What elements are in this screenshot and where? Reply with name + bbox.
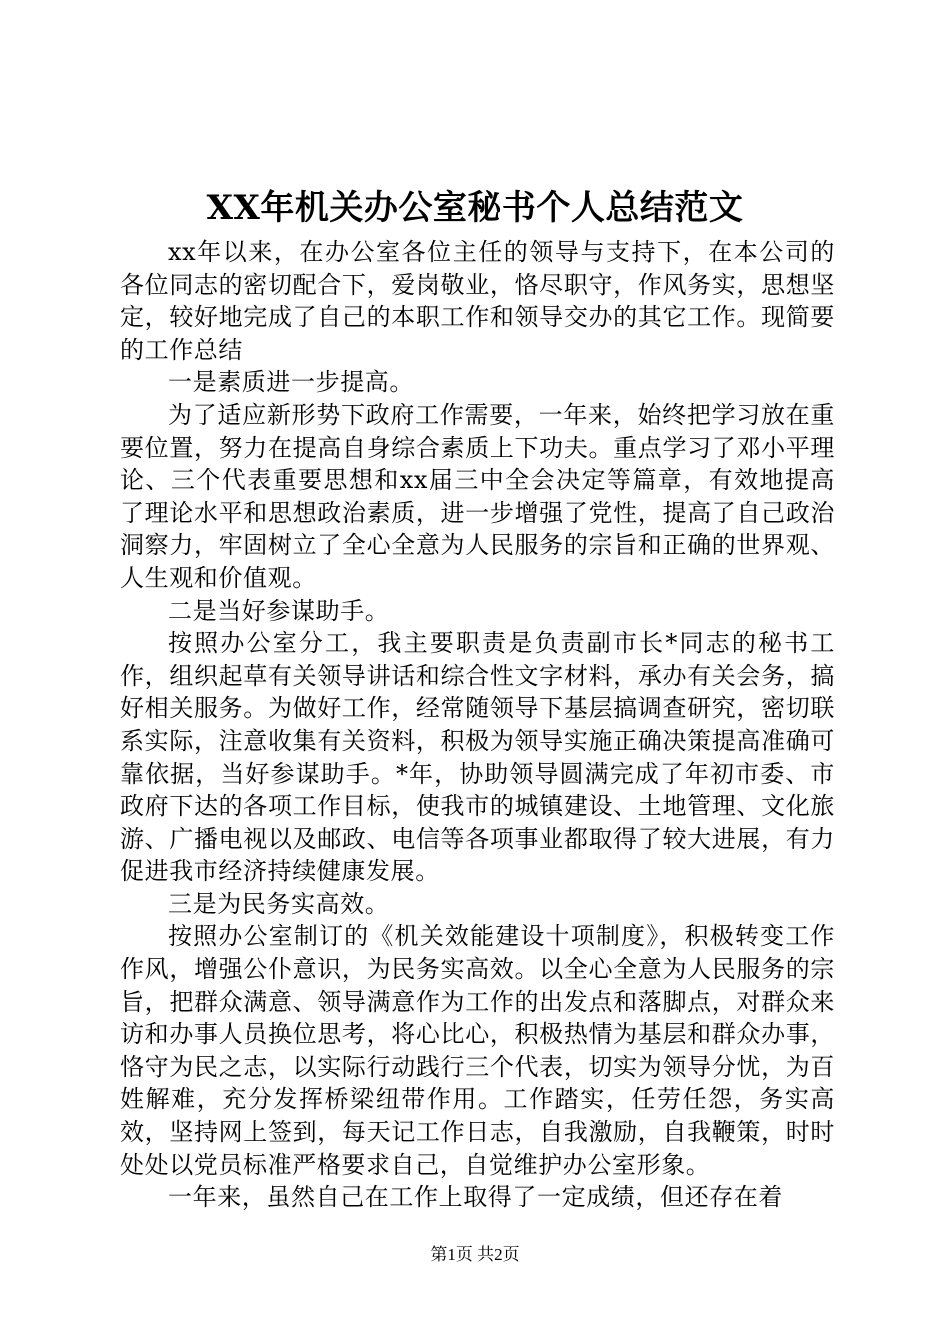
page-footer: 第1页 共2页 bbox=[430, 1245, 520, 1264]
paragraph-conclusion: 一年来，虽然自己在工作上取得了一定成绩，但还存在着 bbox=[168, 1183, 783, 1212]
paragraph-service: 按照办公室制订的《机关效能建设十项制度》，积极转变工作作风，增强公仆意识，为民务实高效。以全心全意为人民服务的宗旨，把群众满意、领导满意作为工作的出发点和落脚点，对群众来访和办事人员换位思考，将心比心，积极热情为基层和群众办事，恪守为民之志，以实际行动践行三个代表，切实为领导分忧，为百姓解难，充分发挥桥梁纽带作用。工作踏实，任劳任怨，务实高效，坚持网上签到，每天记工作日志，自我激励，自我鞭策，时时处处以党员标准严格要求自己，自觉维护办公室形象。 bbox=[120, 922, 835, 1179]
document-title: XX年机关办公室秘书个人总结范文 bbox=[206, 188, 744, 228]
paragraph-intro: xx年以来，在办公室各位主任的领导与支持下，在本公司的各位同志的密切配合下，爱岗敬业，恪尽职守，作风务实，思想坚定，较好地完成了自己的本职工作和领导交办的其它工作。现简要的工作总结 bbox=[120, 238, 835, 364]
section-heading-1: 一是素质进一步提高。 bbox=[168, 368, 414, 397]
section-heading-2: 二是当好参谋助手。 bbox=[168, 596, 390, 625]
section-heading-3: 三是为民务实高效。 bbox=[168, 889, 390, 918]
paragraph-quality: 为了适应新形势下政府工作需要，一年来，始终把学习放在重要位置，努力在提高自身综合素质上下功夫。重点学习了邓小平理论、三个代表重要思想和xx届三中全会决定等篇章，有效地提高了理论水平和思想政治素质，进一步增强了党性，提高了自己政治洞察力，牢固树立了全心全意为人民服务的宗旨和正确的世界观、人生观和价值观。 bbox=[120, 400, 835, 592]
paragraph-advisor: 按照办公室分工，我主要职责是负责副市长*同志的秘书工作，组织起草有关领导讲话和综合性文字材料，承办有关会务，搞好相关服务。为做好工作，经常随领导下基层搞调查研究，密切联系实际，注意收集有关资料，积极为领导实施正确决策提高准确可靠依据，当好参谋助手。*年，协助领导圆满完成了年初市委、市政府下达的各项工作目标，使我市的城镇建设、土地管理、文化旅游、广播电视以及邮政、电信等各项事业都取得了较大进展，有力促进我市经济持续健康发展。 bbox=[120, 629, 835, 886]
document-body bbox=[120, 236, 835, 1214]
